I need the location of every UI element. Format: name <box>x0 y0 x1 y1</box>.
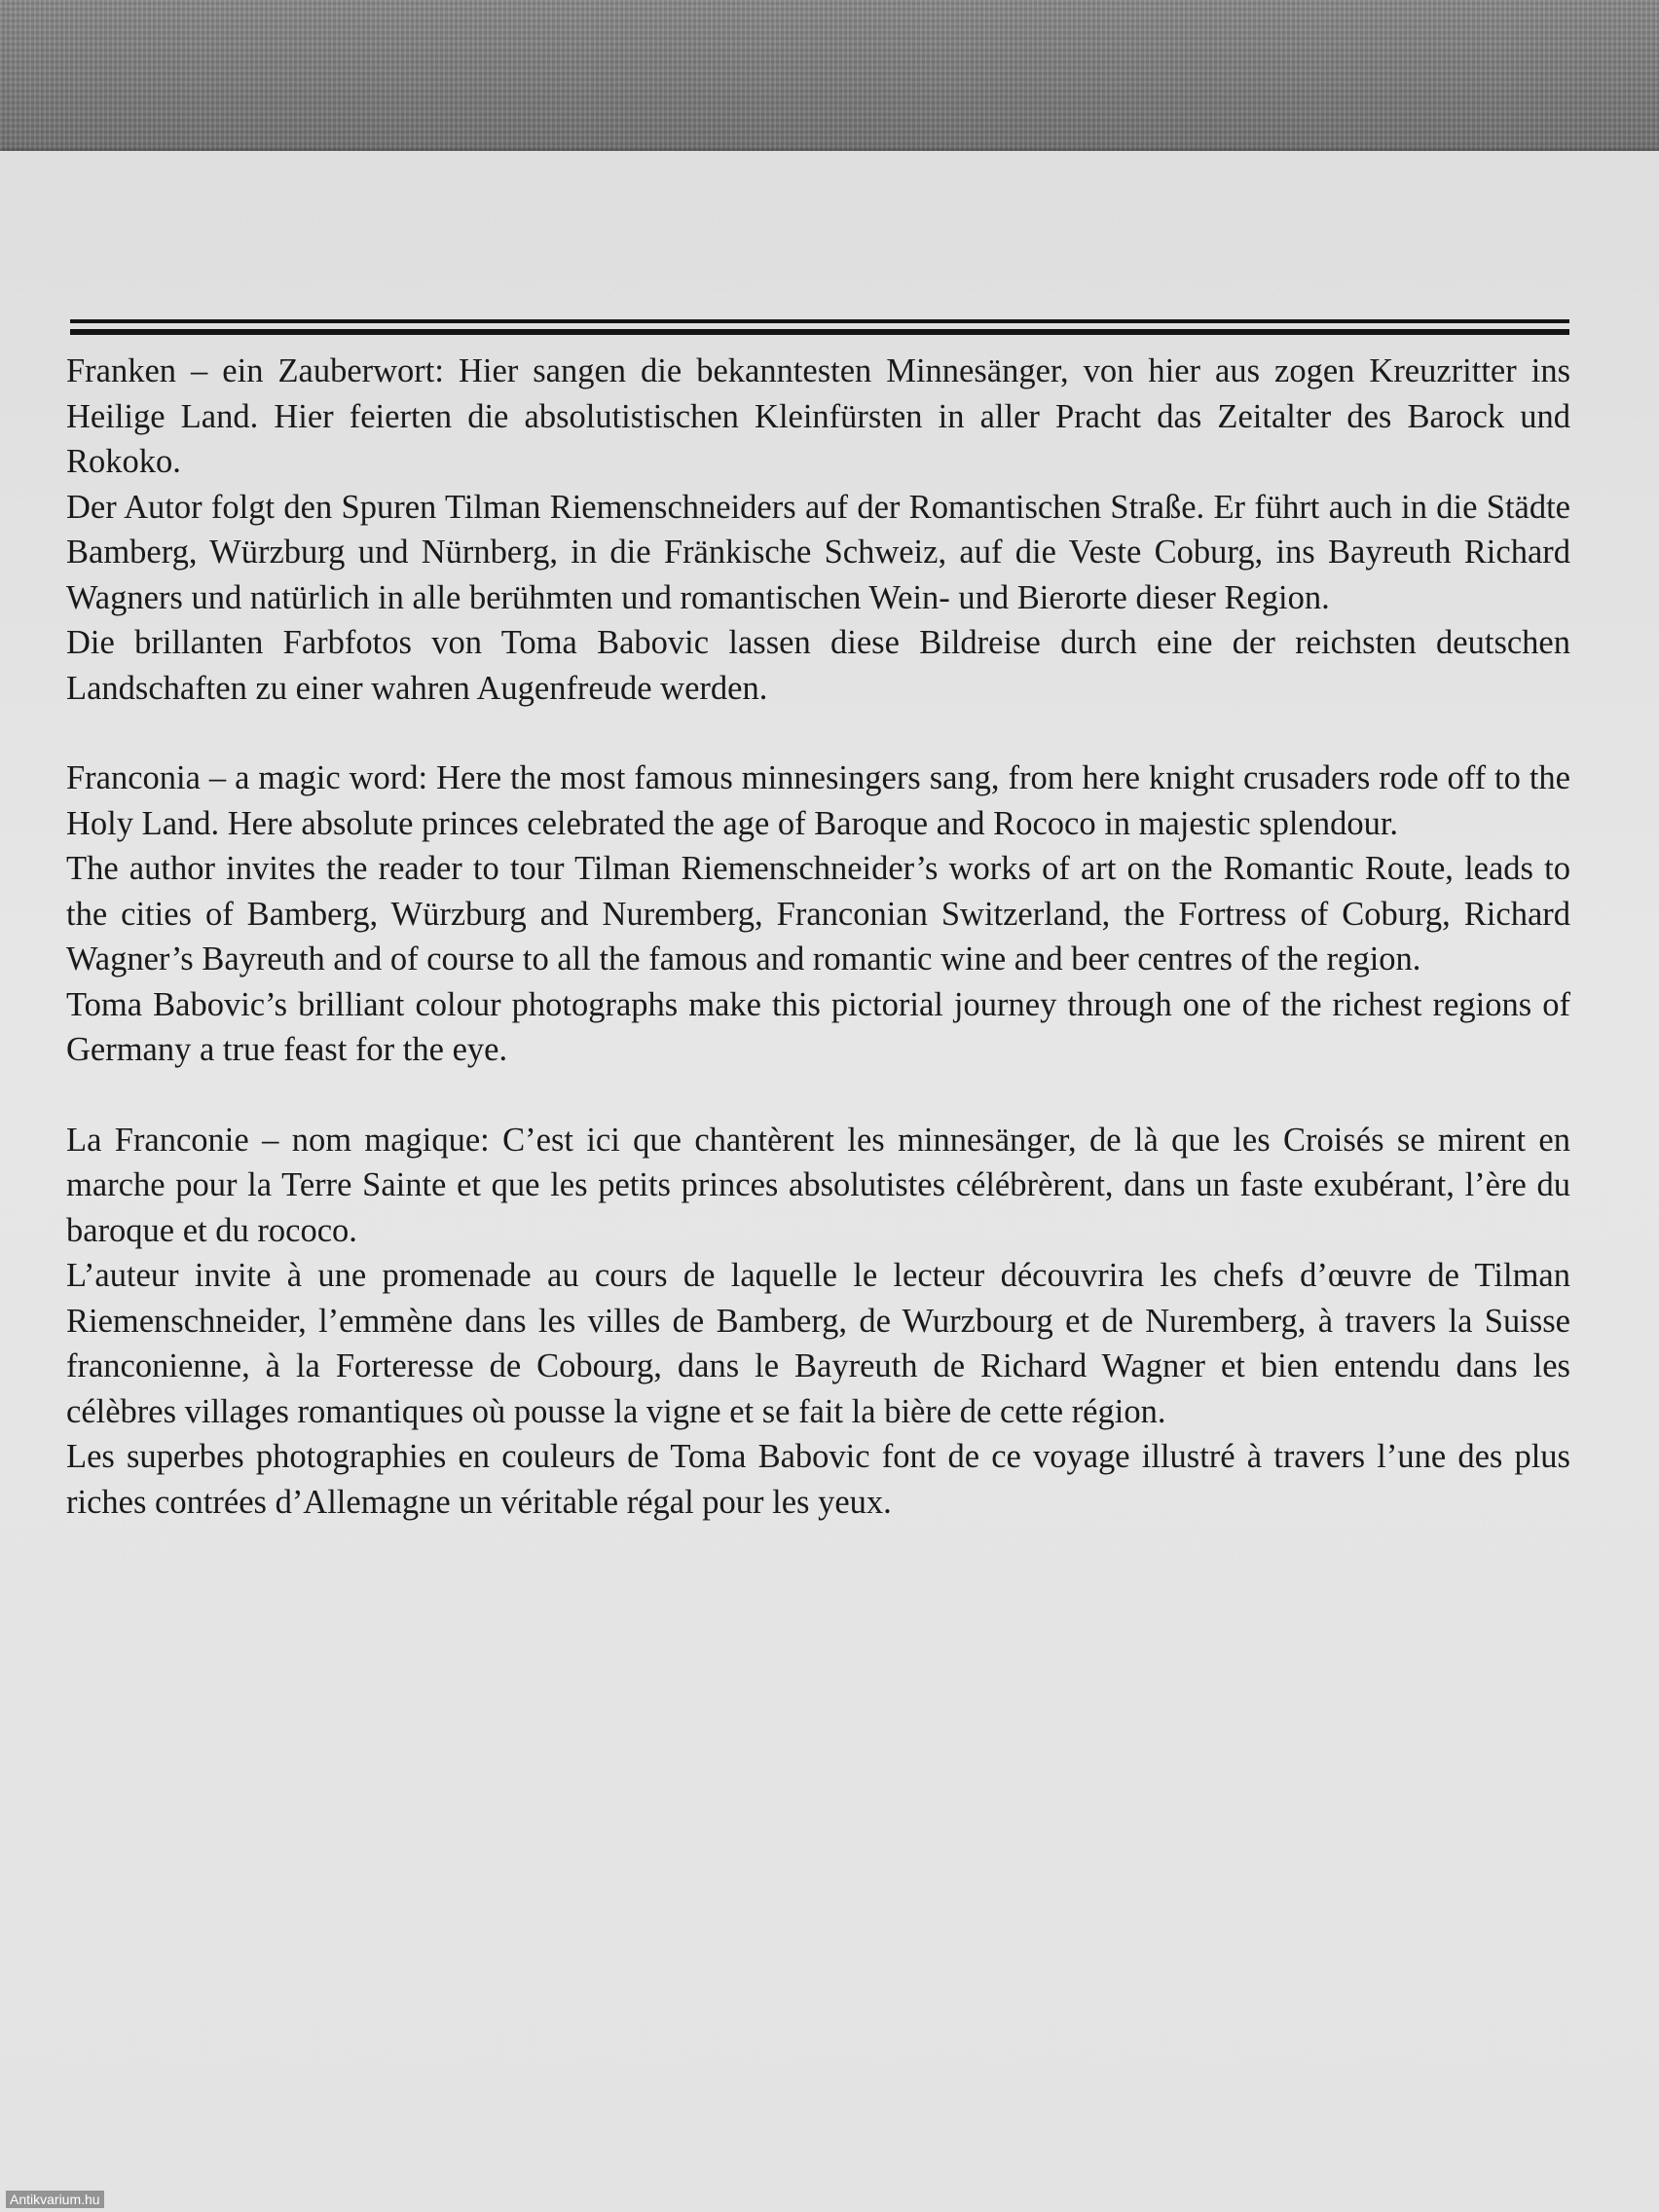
german-paragraph-1: Franken – ein Zauberwort: Hier sangen die bekanntesten Minnesänger, von hier aus zogen Kreuzritter ins Heilige Land. Hier feierten die absolutistischen Kleinfürsten in aller Pracht das Zeitalter des Barock und Rokoko. <box>66 352 1570 480</box>
blurb-text <box>66 349 1570 1569</box>
german-paragraph-2: Der Autor folgt den Spuren Tilman Riemenschneiders auf der Romantischen Straße. Er führt auch in die Städte Bamberg, Würzburg und Nürnberg, in die Fränkische Schweiz, auf die Veste Coburg, ins Bayreuth Richard Wagners und natürlich in alle berühmten und romantischen Wein- und Bierorte dieser Region. <box>66 488 1570 616</box>
german-section <box>66 349 1570 711</box>
english-paragraph-3: Toma Babovic’s brilliant colour photographs make this pictorial journey through one of the richest regions of Germany a true feast for the eye. <box>66 985 1570 1068</box>
back-cover-page <box>0 151 1659 2212</box>
french-section <box>66 1118 1570 1526</box>
french-paragraph-2: L’auteur invite à une promenade au cours de laquelle le lecteur découvrira les chefs d’œuvre de Tilman Riemenschneider, l’emmène dans les villes de Bamberg, de Wurzbourg et de Nuremberg, à travers la Suisse franconienne, à la Forteresse de Cobourg, dans le Bayreuth de Richard Wagner et bien entendu dans les célèbres villages romantiques où pousse la vigne et se fait la bière de cette région. <box>66 1257 1570 1430</box>
english-section <box>66 756 1570 1073</box>
header-rule-thin <box>70 319 1569 323</box>
background-surface <box>0 0 1659 166</box>
header-rule-thick <box>70 329 1569 335</box>
french-paragraph-1: La Franconie – nom magique: C’est ici que chantèrent les minnesänger, de là que les Croisés se mirent en marche pour la Terre Sainte et que les petits princes absolutistes célébrèrent, dans un faste exubérant, l’ère du baroque et du rococo. <box>66 1121 1570 1249</box>
english-paragraph-1: Franconia – a magic word: Here the most famous minnesingers sang, from here knight crusaders rode off to the Holy Land. Here absolute princes celebrated the age of Baroque and Rococo in majestic splendour. <box>66 759 1570 842</box>
site-watermark: Antikvarium.hu <box>6 2191 104 2208</box>
english-paragraph-2: The author invites the reader to tour Tilman Riemenschneider’s works of art on the Romantic Route, leads to the cities of Bamberg, Würzburg and Nuremberg, Franconian Switzerland, the Fortress of Coburg, Richard Wagner’s Bayreuth and of course to all the famous and romantic wine and beer centres of the region. <box>66 850 1570 977</box>
french-paragraph-3: Les superbes photographies en couleurs de Toma Babovic font de ce voyage illustré à travers l’une des plus riches contrées d’Allemagne un véritable régal pour les yeux. <box>66 1438 1570 1521</box>
german-paragraph-3: Die brillanten Farbfotos von Toma Babovic lassen diese Bildreise durch eine der reichsten deutschen Landschaften zu einer wahren Augenfreude werden. <box>66 624 1570 707</box>
